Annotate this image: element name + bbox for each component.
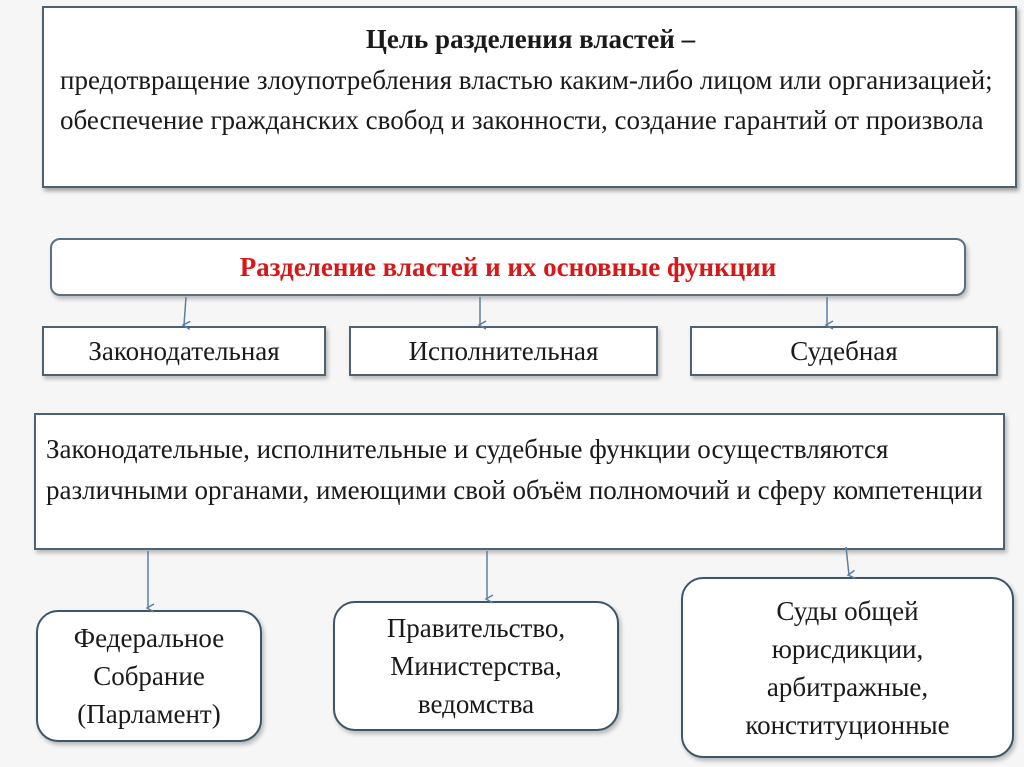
body-government-line: Министерства,: [390, 651, 562, 681]
body-parliament-line: Федеральное: [73, 623, 225, 653]
body-courts-line: Суды общей: [776, 595, 919, 626]
goal-box: [42, 6, 1017, 188]
separation-header-title: Разделение властей и их основные функции: [239, 251, 777, 282]
body-courts-line: конституционные: [745, 709, 950, 740]
functions-description-box: [34, 413, 1005, 550]
body-government-line: Правительство,: [386, 613, 566, 643]
goal-text: предотвращение злоупотребления властью каким-либо лицом или организацией; обеспечение гражданских свобод и законности, создание гарантий от произвола: [60, 65, 993, 135]
body-government-line: ведомства: [417, 689, 535, 719]
body-courts-line: арбитражные,: [766, 671, 929, 702]
body-parliament-line: (Парламент): [77, 699, 221, 729]
branch-executive-label: Исполнительная: [408, 335, 599, 366]
branch-judicial-label: Судебная: [790, 335, 898, 366]
arrow-to-legislative: [184, 297, 186, 325]
body-parliament-line: Собрание: [93, 661, 205, 691]
body-parliament: [36, 610, 262, 742]
functions-description-text: Законодательные, исполнительные и судебные функции осуществляются различными органами, имеющими свой объём полномочий и сферу компетенции: [46, 434, 983, 505]
separation-header-box: [50, 238, 966, 296]
branch-judicial: [690, 326, 998, 376]
body-government: [333, 601, 619, 731]
branch-legislative-label: Законодательная: [88, 335, 280, 366]
body-courts: [681, 577, 1014, 758]
body-courts-line: юрисдикции,: [771, 633, 924, 664]
goal-title: Цель разделения властей –: [365, 24, 696, 54]
arrow-to-courts: [846, 547, 849, 575]
branch-executive: [349, 326, 658, 376]
branch-legislative: [42, 326, 326, 376]
